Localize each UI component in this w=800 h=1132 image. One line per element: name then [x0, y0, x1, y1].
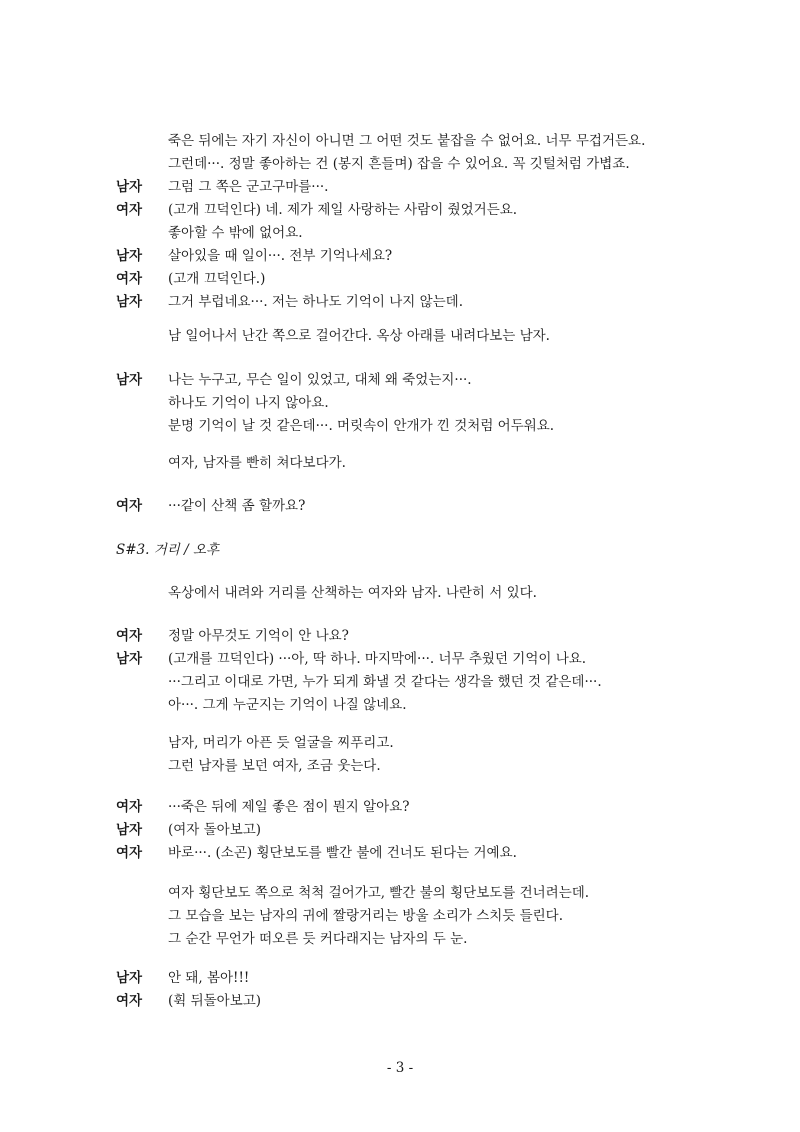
- line-text: (여자 돌아보고): [168, 822, 262, 838]
- script-line: [0, 199, 800, 221]
- line-text: 죽은 뒤에는 자기 자신이 아니면 그 어떤 것도 붙잡을 수 없어요. 너무 무겁거든요.: [168, 133, 646, 149]
- line-text: 살아있을 때 일이···. 전부 기억나세요?: [168, 248, 393, 264]
- script-line: [0, 928, 800, 950]
- script-line: [0, 153, 800, 175]
- speaker-label: 여자: [116, 202, 143, 218]
- line-text: 옥상에서 내려와 거리를 산책하는 여자와 남자. 나란히 서 있다.: [168, 585, 537, 601]
- line-text: 하나도 기억이 나지 않아요.: [168, 395, 329, 411]
- line-text: 안 돼, 봄아!!!: [168, 970, 250, 986]
- line-text: 여자, 남자를 빤히 쳐다보다가.: [168, 455, 346, 471]
- script-line: [0, 582, 800, 604]
- script-line: [0, 176, 800, 198]
- line-text: 정말 아무것도 기억이 안 나요?: [168, 628, 349, 644]
- line-text: 바로···. (소곤) 횡단보도를 빨간 불에 건너도 된다는 거예요.: [168, 845, 517, 861]
- speaker-label: 남자: [116, 179, 143, 195]
- script-line: [0, 495, 800, 517]
- line-text: 그 순간 무언가 떠오른 듯 커다래지는 남자의 두 눈.: [168, 931, 468, 947]
- line-text: ···그리고 이대로 가면, 누가 되게 화낼 것 같다는 생각을 했던 것 같은데···.: [168, 674, 602, 690]
- scene-heading: S#3. 거리 / 오후: [116, 542, 220, 558]
- line-text: (고개 끄덕인다.): [168, 271, 266, 287]
- speaker-label: 남자: [116, 822, 143, 838]
- script-line: [0, 452, 800, 474]
- speaker-label: 남자: [116, 970, 143, 986]
- speaker-label: 남자: [116, 248, 143, 264]
- script-line: [0, 755, 800, 777]
- script-line: [0, 671, 800, 693]
- script-line: [0, 130, 800, 152]
- line-text: 나는 누구고, 무슨 일이 있었고, 대체 왜 죽었는지···.: [168, 372, 472, 388]
- line-text: (휙 뒤돌아보고): [168, 993, 262, 1009]
- line-text: 그럼 그 쪽은 군고구마를···.: [168, 179, 329, 195]
- script-line: [0, 245, 800, 267]
- line-text: 남 일어나서 난간 쪽으로 걸어간다. 옥상 아래를 내려다보는 남자.: [168, 328, 550, 344]
- script-line: [0, 905, 800, 927]
- line-text: ···죽은 뒤에 제일 좋은 점이 뭔지 알아요?: [168, 799, 410, 815]
- speaker-label: 남자: [116, 294, 143, 310]
- script-line: [0, 796, 800, 818]
- line-text: ···같이 산책 좀 할까요?: [168, 498, 306, 514]
- line-text: 그런 남자를 보던 여자, 조금 웃는다.: [168, 758, 381, 774]
- script-line: [0, 694, 800, 716]
- speaker-label: 여자: [116, 271, 143, 287]
- line-text: (고개를 끄덕인다) ···아, 딱 하나. 마지막에···. 너무 추웠던 기억이 나요.: [168, 651, 587, 667]
- scene-heading-line: [0, 539, 800, 561]
- line-text: 그거 부럽네요···. 저는 하나도 기억이 나지 않는데.: [168, 294, 463, 310]
- speaker-label: 여자: [116, 799, 143, 815]
- line-text: 분명 기억이 날 것 같은데···. 머릿속이 안개가 낀 것처럼 어두워요.: [168, 418, 555, 434]
- script-line: [0, 222, 800, 244]
- speaker-label: 여자: [116, 498, 143, 514]
- script-line: [0, 625, 800, 647]
- script-line: [0, 268, 800, 290]
- page-number: - 3 -: [386, 1060, 414, 1076]
- script-line: [0, 967, 800, 989]
- script-line: [0, 990, 800, 1012]
- script-line: [0, 415, 800, 437]
- line-text: 좋아할 수 밖에 없어요.: [168, 225, 303, 241]
- script-line: [0, 392, 800, 414]
- line-text: 그 모습을 보는 남자의 귀에 짤랑거리는 방울 소리가 스치듯 들린다.: [168, 908, 564, 924]
- speaker-label: 여자: [116, 628, 143, 644]
- line-text: 아···. 그게 누군지는 기억이 나질 않네요.: [168, 697, 407, 713]
- line-text: 여자 횡단보도 쪽으로 척척 걸어가고, 빨간 불의 횡단보도를 건너려는데.: [168, 885, 590, 901]
- line-text: 남자, 머리가 아픈 듯 얼굴을 찌푸리고.: [168, 735, 394, 751]
- line-text: 그런데···. 정말 좋아하는 건 (봉지 흔들며) 잡을 수 있어요. 꼭 깃털처럼 가볍죠.: [168, 156, 630, 172]
- line-text: (고개 끄덕인다) 네. 제가 제일 사랑하는 사람이 줬었거든요.: [168, 202, 518, 218]
- script-line: [0, 648, 800, 670]
- speaker-label: 여자: [116, 845, 143, 861]
- script-line: [0, 291, 800, 313]
- speaker-label: 남자: [116, 651, 143, 667]
- script-line: [0, 369, 800, 391]
- script-line: [0, 732, 800, 754]
- speaker-label: 남자: [116, 372, 143, 388]
- script-line: [0, 325, 800, 347]
- script-line: [0, 842, 800, 864]
- script-line: [0, 819, 800, 841]
- speaker-label: 여자: [116, 993, 143, 1009]
- script-line: [0, 882, 800, 904]
